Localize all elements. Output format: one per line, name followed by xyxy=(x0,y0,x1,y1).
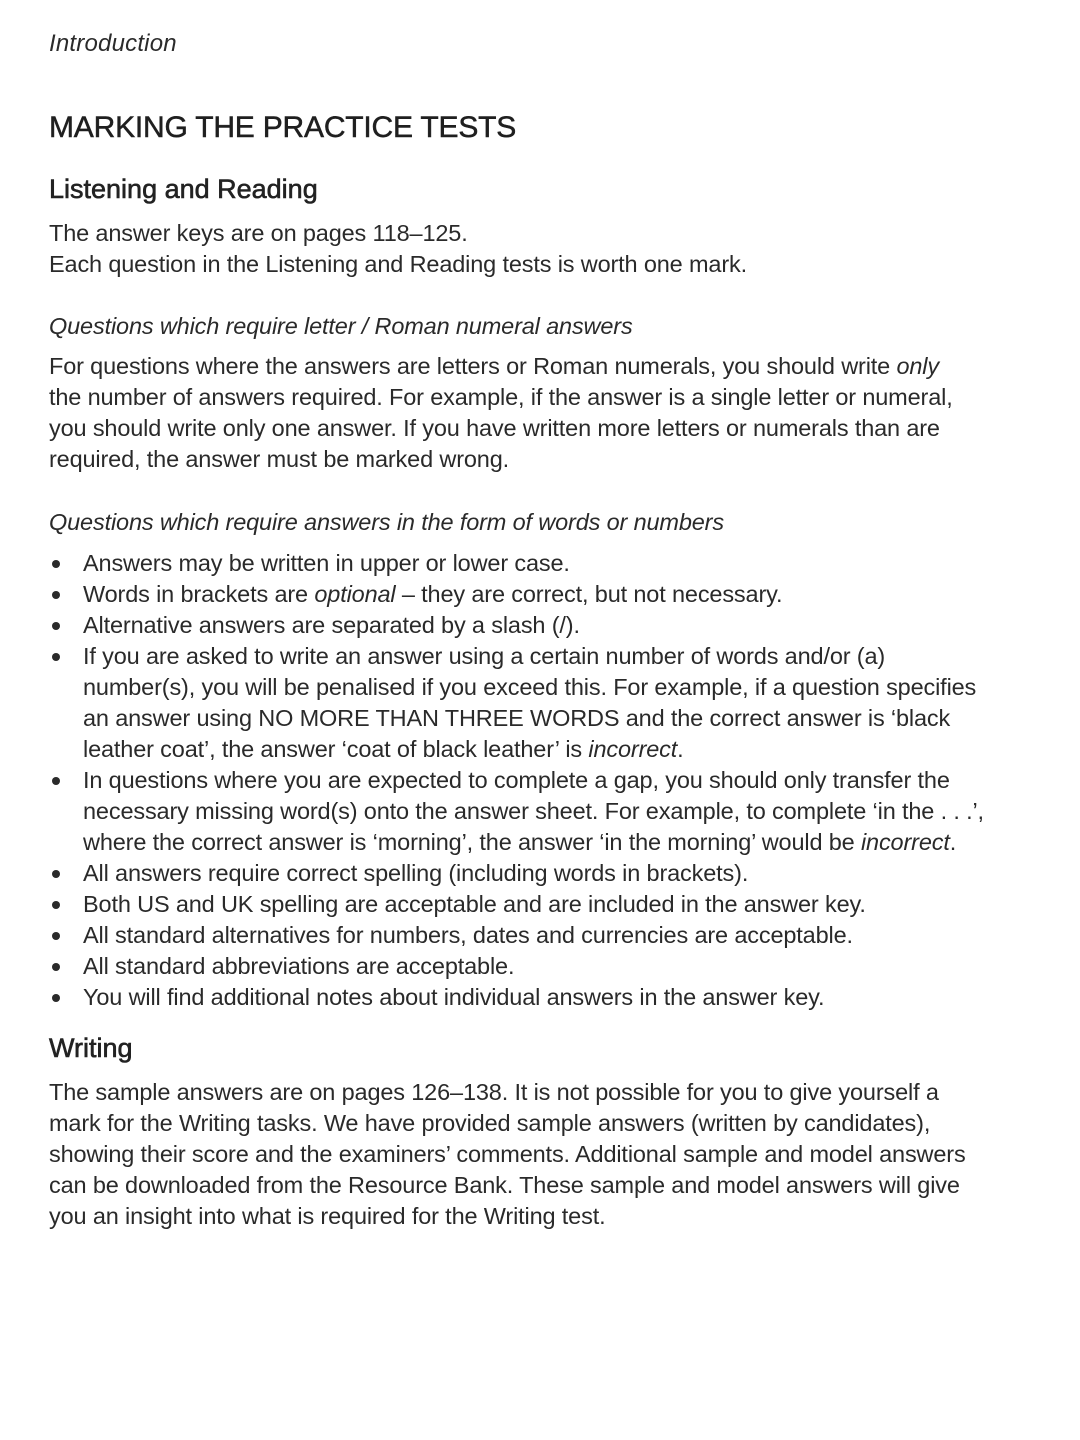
text-run: – they are correct, but not necessary. xyxy=(395,581,783,607)
list-item-text: number(s), you will be penalised if you exceed this. For example, if a question specifies xyxy=(83,674,977,700)
list-item-text: Answers may be written in upper or lower case. xyxy=(83,550,570,576)
emphasis-incorrect: incorrect xyxy=(860,829,950,855)
text-run: . xyxy=(949,829,957,855)
list-item xyxy=(49,765,1069,858)
list-item xyxy=(49,858,1069,889)
list-item xyxy=(49,641,1069,765)
list-item xyxy=(49,951,1069,982)
subheading-words-numbers-answers: Questions which require answers in the form of words or numbers xyxy=(49,509,724,535)
emphasis-only: only xyxy=(896,353,939,379)
bullet-icon xyxy=(52,622,60,630)
list-item-text xyxy=(83,827,1069,858)
text-run: leather coat’, the answer ‘coat of black leather’ is xyxy=(83,736,589,762)
section-heading-writing: Writing xyxy=(49,1033,133,1063)
writing-paragraph-line: The sample answers are on pages 126–138. It is not possible for you to give yourself a xyxy=(49,1079,939,1105)
list-item xyxy=(49,982,1069,1013)
list-item xyxy=(49,920,1069,951)
one-mark-line: Each question in the Listening and Reading tests is worth one mark. xyxy=(49,251,747,277)
writing-paragraph-line: mark for the Writing tasks. We have provided sample answers (written by candidates), xyxy=(49,1110,931,1136)
subheading-letter-roman-answers: Questions which require letter / Roman numeral answers xyxy=(49,313,633,339)
list-item-text: If you are asked to write an answer using a certain number of words and/or (a) xyxy=(83,643,886,669)
marking-rules-list xyxy=(49,548,1069,1013)
letter-rules-line: required, the answer must be marked wrong. xyxy=(49,446,510,472)
list-item-text: All answers require correct spelling (including words in brackets). xyxy=(83,860,749,886)
bullet-icon xyxy=(52,591,60,599)
letter-rules-line: you should write only one answer. If you have written more letters or numerals than are xyxy=(49,415,940,441)
page-title: MARKING THE PRACTICE TESTS xyxy=(49,111,517,144)
list-item-text xyxy=(83,579,1069,610)
list-item xyxy=(49,610,1069,641)
list-item-text: an answer using NO MORE THAN THREE WORDS and the correct answer is ‘black xyxy=(83,705,951,731)
list-item xyxy=(49,889,1069,920)
running-head: Introduction xyxy=(49,30,177,57)
text-run: Words in brackets are xyxy=(83,581,315,607)
list-item-text xyxy=(83,734,1069,765)
bullet-icon xyxy=(52,994,60,1002)
list-item-text: You will find additional notes about individual answers in the answer key. xyxy=(83,984,825,1010)
bullet-icon xyxy=(52,870,60,878)
list-item-text: All standard abbreviations are acceptable. xyxy=(83,953,515,979)
list-item-text: All standard alternatives for numbers, dates and currencies are acceptable. xyxy=(83,922,853,948)
bullet-icon xyxy=(52,901,60,909)
list-item xyxy=(49,548,1069,579)
emphasis-optional: optional xyxy=(314,581,396,607)
text-run: For questions where the answers are letters or Roman numerals, you should write xyxy=(49,353,897,379)
text-run: . xyxy=(677,736,684,762)
answer-keys-pages-line: The answer keys are on pages 118–125. xyxy=(49,220,468,246)
bullet-icon xyxy=(52,653,60,661)
writing-paragraph-line: you an insight into what is required for the Writing test. xyxy=(49,1203,606,1229)
list-item-text: In questions where you are expected to complete a gap, you should only transfer the xyxy=(83,767,950,793)
list-item-text: Alternative answers are separated by a slash (/). xyxy=(83,612,580,638)
bullet-icon xyxy=(52,777,60,785)
writing-paragraph-line: showing their score and the examiners’ comments. Additional sample and model answers xyxy=(49,1141,966,1167)
section-heading-listening-reading: Listening and Reading xyxy=(49,174,318,204)
bullet-icon xyxy=(52,932,60,940)
letter-rules-line xyxy=(49,351,939,382)
writing-paragraph-line: can be downloaded from the Resource Bank. These sample and model answers will give xyxy=(49,1172,960,1198)
bullet-icon xyxy=(52,560,60,568)
list-item xyxy=(49,579,1069,610)
bullet-icon xyxy=(52,963,60,971)
list-item-text: Both US and UK spelling are acceptable and are included in the answer key. xyxy=(83,891,866,917)
text-run: where the correct answer is ‘morning’, the answer ‘in the morning’ would be xyxy=(83,829,861,855)
letter-rules-line: the number of answers required. For example, if the answer is a single letter or numeral, xyxy=(49,384,953,410)
list-item-text: necessary missing word(s) onto the answer sheet. For example, to complete ‘in the . . .’, xyxy=(83,798,984,824)
emphasis-incorrect: incorrect xyxy=(588,736,678,762)
